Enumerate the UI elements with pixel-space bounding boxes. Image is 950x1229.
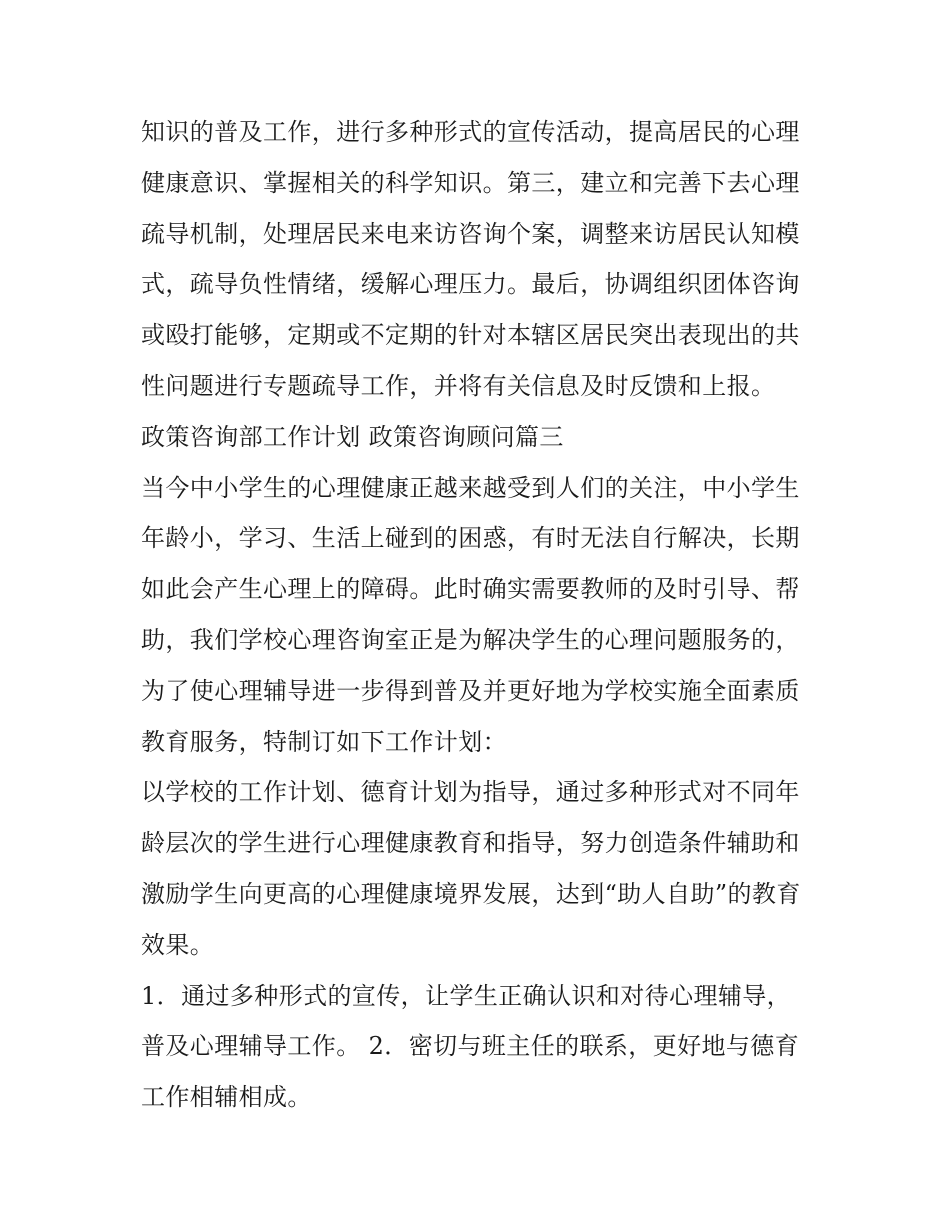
text-line: 性问题进行专题疏导工作，并将有关信息及时反馈和上报。: [141, 371, 776, 400]
text-line: 激励学生向更高的心理健康境界发展，达到“助人自助”的教育: [141, 879, 801, 908]
text-line: 为了使心理辅导进一步得到普及并更好地为学校实施全面素质: [141, 676, 800, 705]
text-line: 年龄小，学习、生活上碰到的困惑，有时无法自行解决，长期: [141, 524, 800, 553]
text-line: 助，我们学校心理咨询室正是为解决学生的心理问题服务的，: [141, 625, 800, 654]
text-line: 疏导机制，处理居民来电来访咨询个案，调整来访居民认知模: [141, 219, 800, 248]
text-line: 以学校的工作计划、德育计划为指导，通过多种形式对不同年: [141, 778, 800, 807]
text-line: 龄层次的学生进行心理健康教育和指导，努力创造条件辅助和: [141, 829, 800, 858]
list-item: 1．通过多种形式的宣传，让学生正确认识和对待心理辅导，: [141, 981, 792, 1010]
text-line: 工作相辅相成。: [141, 1083, 312, 1112]
text-line: 知识的普及工作，进行多种形式的宣传活动，提高居民的心理: [141, 118, 800, 146]
text-line: 式，疏导负性情绪，缓解心理压力。最后，协调组织团体咨询: [141, 270, 800, 299]
text-line: 教育服务，特制订如下工作计划：: [141, 727, 507, 756]
text-line: 健康意识、掌握相关的科学知识。第三，建立和完善下去心理: [141, 168, 800, 197]
text-line: 或殴打能够，定期或不定期的针对本辖区居民突出表现出的共: [141, 321, 800, 350]
text-line: 效果。: [141, 930, 215, 959]
text-line: 如此会产生心理上的障碍。此时确实需要教师的及时引导、帮: [141, 575, 800, 604]
section-heading: 政策咨询部工作计划 政策咨询顾问篇三: [141, 422, 564, 451]
document-page: [141, 107, 821, 1123]
text-line: 当今中小学生的心理健康正越来越受到人们的关注，中小学生: [141, 473, 800, 502]
list-item: 普及心理辅导工作。 2．密切与班主任的联系，更好地与德育: [141, 1032, 800, 1061]
